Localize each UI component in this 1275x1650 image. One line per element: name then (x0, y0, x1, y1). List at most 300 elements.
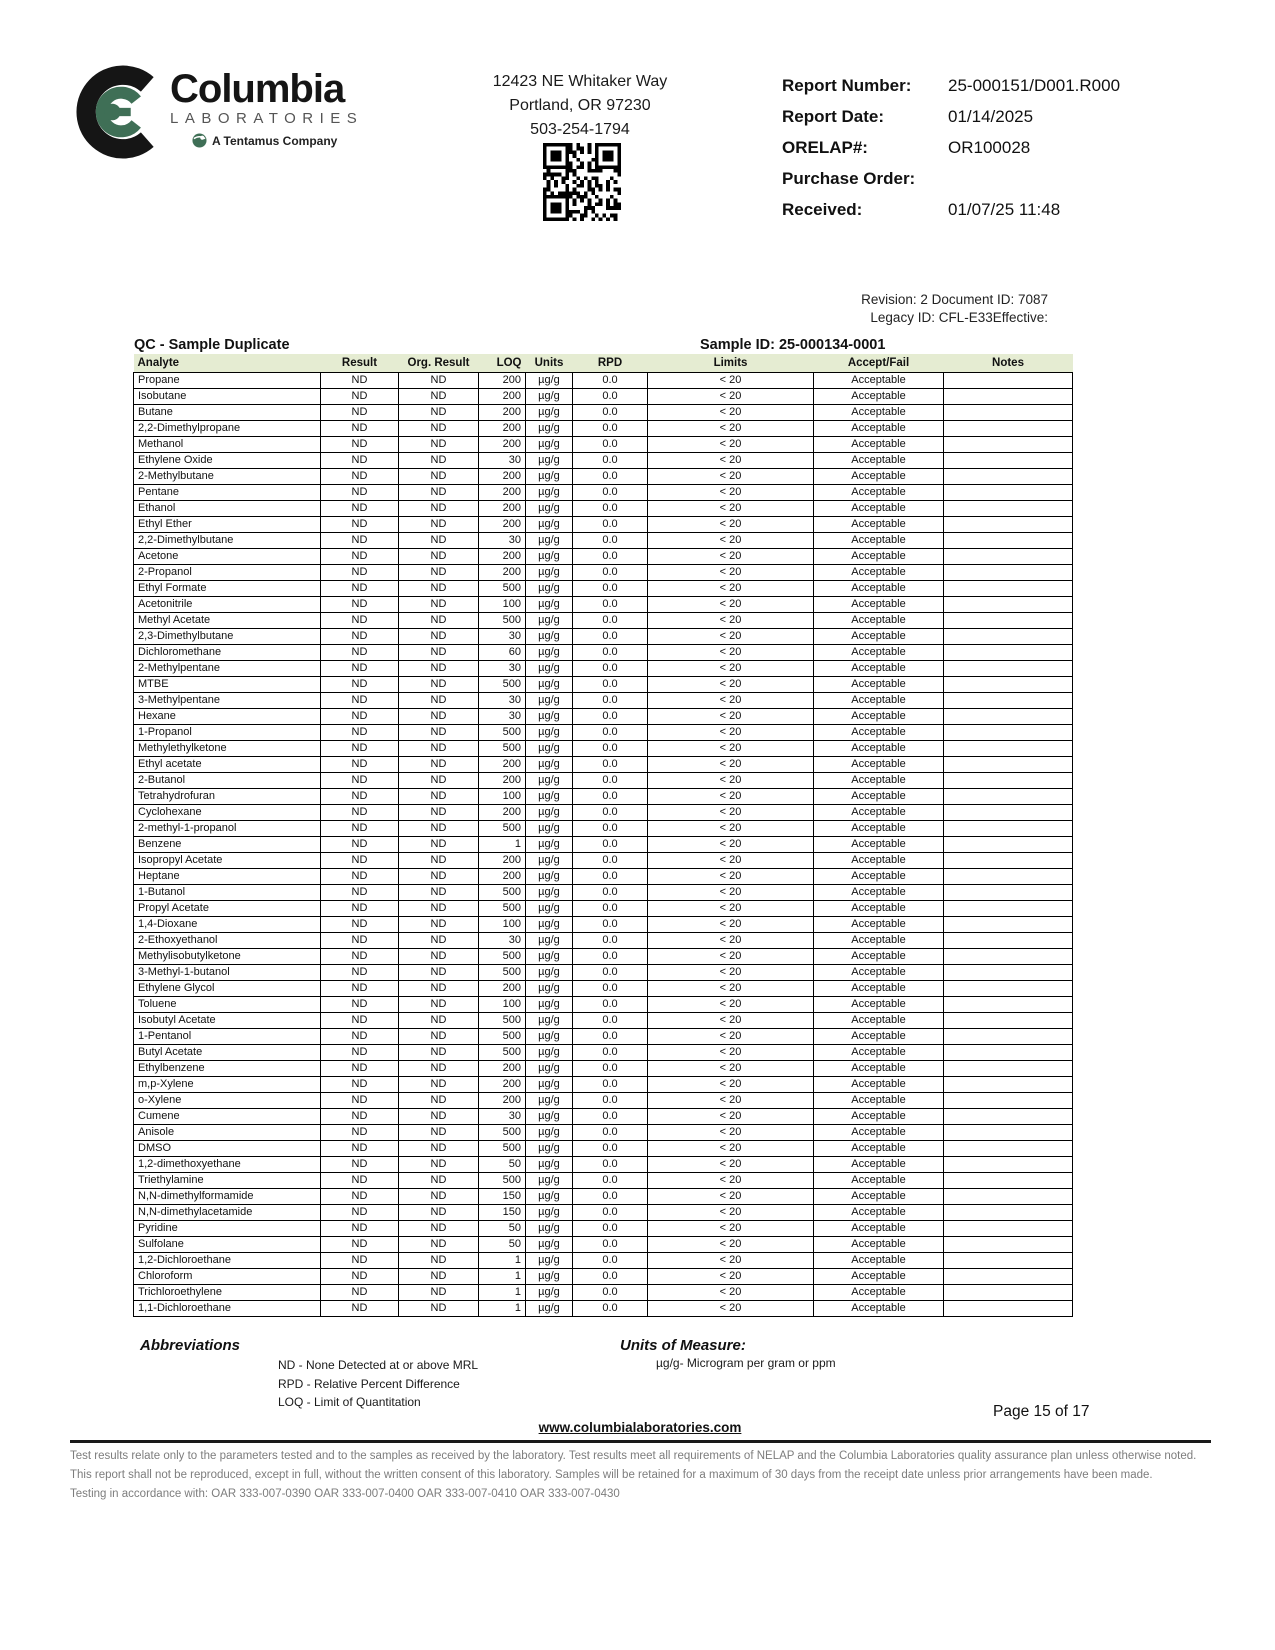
analyte-cell: 3-Methyl-1-butanol (134, 964, 321, 980)
accept-fail-cell: Acceptable (814, 804, 944, 820)
table-row (134, 932, 1073, 948)
loq-cell: 200 (479, 420, 526, 436)
org-result-cell: ND (399, 1028, 479, 1044)
units-cell: µg/g (526, 436, 573, 452)
rpd-cell: 0.0 (573, 1204, 648, 1220)
rpd-cell: 0.0 (573, 852, 648, 868)
org-result-cell: ND (399, 916, 479, 932)
orelap-label: ORELAP#: (782, 137, 868, 157)
accept-fail-cell: Acceptable (814, 628, 944, 644)
notes-cell (944, 500, 1073, 516)
abbr-nd: ND - None Detected at or above MRL (278, 1358, 479, 1372)
units-cell: µg/g (526, 884, 573, 900)
units-cell: µg/g (526, 676, 573, 692)
loq-cell: 200 (479, 372, 526, 388)
loq-cell: 200 (479, 468, 526, 484)
accept-fail-cell: Acceptable (814, 1220, 944, 1236)
address-phone: 503-254-1794 (530, 121, 630, 138)
notes-cell (944, 916, 1073, 932)
logo-sub-text: LABORATORIES (170, 110, 364, 127)
loq-cell: 30 (479, 708, 526, 724)
units-cell: µg/g (526, 964, 573, 980)
result-cell: ND (321, 516, 399, 532)
loq-cell: 200 (479, 516, 526, 532)
result-cell: ND (321, 692, 399, 708)
units-cell: µg/g (526, 1060, 573, 1076)
accept-fail-cell: Acceptable (814, 980, 944, 996)
rpd-cell: 0.0 (573, 372, 648, 388)
rpd-cell: 0.0 (573, 1220, 648, 1236)
org-result-cell: ND (399, 932, 479, 948)
accept-fail-cell: Acceptable (814, 1092, 944, 1108)
abbr-rpd: RPD - Relative Percent Difference (278, 1376, 460, 1391)
loq-cell: 500 (479, 1124, 526, 1140)
result-cell: ND (321, 1108, 399, 1124)
analyte-cell: Benzene (134, 836, 321, 852)
notes-cell (944, 884, 1073, 900)
analyte-cell: 1,1-Dichloroethane (134, 1300, 321, 1316)
accept-fail-cell: Acceptable (814, 724, 944, 740)
loq-cell: 500 (479, 612, 526, 628)
org-result-cell: ND (399, 612, 479, 628)
limits-cell: < 20 (648, 1220, 814, 1236)
address-line2: Portland, OR 97230 (509, 97, 651, 114)
rpd-cell: 0.0 (573, 644, 648, 660)
units-cell: µg/g (526, 1124, 573, 1140)
footer-divider (70, 1440, 1211, 1443)
limits-cell: < 20 (648, 900, 814, 916)
loq-cell: 500 (479, 676, 526, 692)
org-result-cell: ND (399, 1204, 479, 1220)
analyte-cell: 2-Methylpentane (134, 660, 321, 676)
org-result-cell: ND (399, 548, 479, 564)
notes-cell (944, 596, 1073, 612)
report-date-value: 01/14/2025 (948, 106, 1034, 126)
org-result-cell: ND (399, 1012, 479, 1028)
result-cell: ND (321, 1268, 399, 1284)
result-cell: ND (321, 1044, 399, 1060)
analyte-cell: DMSO (134, 1140, 321, 1156)
notes-cell (944, 628, 1073, 644)
analyte-cell: Butane (134, 404, 321, 420)
org-result-cell: ND (399, 692, 479, 708)
table-row (134, 628, 1073, 644)
rpd-cell: 0.0 (573, 1092, 648, 1108)
result-cell: ND (321, 500, 399, 516)
notes-cell (944, 660, 1073, 676)
org-result-cell: ND (399, 756, 479, 772)
table-row (134, 980, 1073, 996)
notes-cell (944, 1092, 1073, 1108)
notes-cell (944, 1252, 1073, 1268)
table-row (134, 452, 1073, 468)
rpd-cell: 0.0 (573, 564, 648, 580)
org-result-cell: ND (399, 516, 479, 532)
notes-cell (944, 1172, 1073, 1188)
table-row (134, 1092, 1073, 1108)
table-row (134, 1140, 1073, 1156)
accept-fail-cell: Acceptable (814, 1028, 944, 1044)
units-cell: µg/g (526, 820, 573, 836)
analyte-cell: 1,4-Dioxane (134, 916, 321, 932)
rpd-cell: 0.0 (573, 1236, 648, 1252)
notes-cell (944, 820, 1073, 836)
notes-cell (944, 1156, 1073, 1172)
notes-cell (944, 1204, 1073, 1220)
table-row (134, 1252, 1073, 1268)
analyte-cell: Ethyl Ether (134, 516, 321, 532)
limits-cell: < 20 (648, 804, 814, 820)
result-cell: ND (321, 452, 399, 468)
units-cell: µg/g (526, 468, 573, 484)
logo-tagline-text: A Tentamus Company (212, 133, 338, 148)
units-cell: µg/g (526, 1012, 573, 1028)
loq-cell: 30 (479, 532, 526, 548)
rpd-cell: 0.0 (573, 1124, 648, 1140)
table-row (134, 756, 1073, 772)
table-row (134, 708, 1073, 724)
result-cell: ND (321, 612, 399, 628)
accept-fail-cell: Acceptable (814, 372, 944, 388)
result-cell: ND (321, 868, 399, 884)
accept-fail-cell: Acceptable (814, 852, 944, 868)
accept-fail-cell: Acceptable (814, 484, 944, 500)
units-cell: µg/g (526, 1236, 573, 1252)
notes-cell (944, 676, 1073, 692)
analyte-cell: Pentane (134, 484, 321, 500)
loq-cell: 200 (479, 756, 526, 772)
notes-cell (944, 452, 1073, 468)
accept-fail-cell: Acceptable (814, 1268, 944, 1284)
limits-cell: < 20 (648, 868, 814, 884)
analyte-cell: Methylisobutylketone (134, 948, 321, 964)
result-cell: ND (321, 724, 399, 740)
analyte-cell: Acetone (134, 548, 321, 564)
units-cell: µg/g (526, 1140, 573, 1156)
org-result-cell: ND (399, 740, 479, 756)
limits-cell: < 20 (648, 516, 814, 532)
accept-fail-cell: Acceptable (814, 1076, 944, 1092)
sample-id: Sample ID: 25-000134-0001 (700, 337, 886, 353)
org-result-cell: ND (399, 996, 479, 1012)
rpd-cell: 0.0 (573, 836, 648, 852)
notes-cell (944, 1268, 1073, 1284)
result-cell: ND (321, 1252, 399, 1268)
table-row (134, 532, 1073, 548)
table-row (134, 516, 1073, 532)
analyte-cell: Butyl Acetate (134, 1044, 321, 1060)
limits-cell: < 20 (648, 1012, 814, 1028)
notes-cell (944, 1076, 1073, 1092)
received-label: Received: (782, 199, 863, 219)
rpd-cell: 0.0 (573, 948, 648, 964)
org-result-cell: ND (399, 1140, 479, 1156)
analyte-cell: o-Xylene (134, 1092, 321, 1108)
legacy-line: Legacy ID: CFL-E33Effective: (870, 310, 1048, 325)
loq-cell: 500 (479, 1172, 526, 1188)
notes-cell (944, 372, 1073, 388)
analyte-cell: Isopropyl Acetate (134, 852, 321, 868)
rpd-cell: 0.0 (573, 884, 648, 900)
rpd-cell: 0.0 (573, 1028, 648, 1044)
accept-fail-cell: Acceptable (814, 900, 944, 916)
org-result-cell: ND (399, 500, 479, 516)
analyte-cell: Sulfolane (134, 1236, 321, 1252)
result-cell: ND (321, 948, 399, 964)
accept-fail-cell: Acceptable (814, 436, 944, 452)
analyte-results-table (133, 354, 1073, 1317)
analyte-cell: Isobutyl Acetate (134, 1012, 321, 1028)
result-cell: ND (321, 1060, 399, 1076)
accept-fail-cell: Acceptable (814, 1060, 944, 1076)
accept-fail-cell: Acceptable (814, 1188, 944, 1204)
col-header-result: Result (321, 354, 399, 372)
rpd-cell: 0.0 (573, 1060, 648, 1076)
analyte-cell: Methanol (134, 436, 321, 452)
rpd-cell: 0.0 (573, 1108, 648, 1124)
analyte-cell: Methyl Acetate (134, 612, 321, 628)
units-cell: µg/g (526, 708, 573, 724)
units-cell: µg/g (526, 724, 573, 740)
analyte-cell: Acetonitrile (134, 596, 321, 612)
rpd-cell: 0.0 (573, 420, 648, 436)
notes-cell (944, 1284, 1073, 1300)
org-result-cell: ND (399, 532, 479, 548)
table-row (134, 676, 1073, 692)
analyte-cell: 1,2-Dichloroethane (134, 1252, 321, 1268)
analyte-cell: Propane (134, 372, 321, 388)
loq-cell: 100 (479, 596, 526, 612)
analyte-cell: Propyl Acetate (134, 900, 321, 916)
notes-cell (944, 1140, 1073, 1156)
limits-cell: < 20 (648, 1236, 814, 1252)
org-result-cell: ND (399, 1252, 479, 1268)
rpd-cell: 0.0 (573, 676, 648, 692)
rpd-cell: 0.0 (573, 1188, 648, 1204)
loq-cell: 200 (479, 772, 526, 788)
org-result-cell: ND (399, 388, 479, 404)
org-result-cell: ND (399, 1236, 479, 1252)
units-cell: µg/g (526, 692, 573, 708)
limits-cell: < 20 (648, 740, 814, 756)
units-cell: µg/g (526, 1028, 573, 1044)
accept-fail-cell: Acceptable (814, 916, 944, 932)
notes-cell (944, 436, 1073, 452)
rpd-cell: 0.0 (573, 596, 648, 612)
org-result-cell: ND (399, 724, 479, 740)
col-header-units: Units (526, 354, 573, 372)
columbia-c-logo-icon (70, 64, 162, 160)
rpd-cell: 0.0 (573, 756, 648, 772)
analyte-cell: Trichloroethylene (134, 1284, 321, 1300)
loq-cell: 500 (479, 724, 526, 740)
units-cell: µg/g (526, 1268, 573, 1284)
org-result-cell: ND (399, 868, 479, 884)
units-cell: µg/g (526, 1300, 573, 1316)
loq-cell: 200 (479, 980, 526, 996)
org-result-cell: ND (399, 1300, 479, 1316)
result-cell: ND (321, 996, 399, 1012)
limits-cell: < 20 (648, 1108, 814, 1124)
rpd-cell: 0.0 (573, 1012, 648, 1028)
units-cell: µg/g (526, 948, 573, 964)
table-row (134, 788, 1073, 804)
result-cell: ND (321, 388, 399, 404)
analyte-cell: Pyridine (134, 1220, 321, 1236)
units-cell: µg/g (526, 1156, 573, 1172)
org-result-cell: ND (399, 1172, 479, 1188)
rpd-cell: 0.0 (573, 788, 648, 804)
rpd-cell: 0.0 (573, 996, 648, 1012)
accept-fail-cell: Acceptable (814, 532, 944, 548)
rpd-cell: 0.0 (573, 452, 648, 468)
accept-fail-cell: Acceptable (814, 676, 944, 692)
org-result-cell: ND (399, 1156, 479, 1172)
accept-fail-cell: Acceptable (814, 660, 944, 676)
result-cell: ND (321, 884, 399, 900)
table-row (134, 1076, 1073, 1092)
limits-cell: < 20 (648, 532, 814, 548)
loq-cell: 60 (479, 644, 526, 660)
result-cell: ND (321, 1188, 399, 1204)
units-cell: µg/g (526, 900, 573, 916)
notes-cell (944, 740, 1073, 756)
org-result-cell: ND (399, 564, 479, 580)
limits-cell: < 20 (648, 724, 814, 740)
rpd-cell: 0.0 (573, 740, 648, 756)
rpd-cell: 0.0 (573, 900, 648, 916)
loq-cell: 500 (479, 740, 526, 756)
units-cell: µg/g (526, 1092, 573, 1108)
rpd-cell: 0.0 (573, 1172, 648, 1188)
result-cell: ND (321, 1012, 399, 1028)
limits-cell: < 20 (648, 836, 814, 852)
rpd-cell: 0.0 (573, 628, 648, 644)
limits-cell: < 20 (648, 372, 814, 388)
limits-cell: < 20 (648, 644, 814, 660)
table-row (134, 1204, 1073, 1220)
table-row (134, 1188, 1073, 1204)
disclaimer-text: Test results relate only to the parameters tested and to the samples as received by the laboratory. Test results meet all requirements of NELAP and the Columbia Laboratories quality assurance plan unless otherwise noted. This report shall not be reproduced, except in full, without the written consent of this laboratory. Samples will be retained for a maximum of 30 days from the receipt date unless prior arrangements have been made. (70, 1450, 1197, 1481)
org-result-cell: ND (399, 580, 479, 596)
result-cell: ND (321, 644, 399, 660)
limits-cell: < 20 (648, 468, 814, 484)
org-result-cell: ND (399, 948, 479, 964)
accept-fail-cell: Acceptable (814, 1124, 944, 1140)
table-row (134, 964, 1073, 980)
notes-cell (944, 548, 1073, 564)
result-cell: ND (321, 964, 399, 980)
result-cell: ND (321, 436, 399, 452)
analyte-cell: 2,2-Dimethylpropane (134, 420, 321, 436)
loq-cell: 30 (479, 628, 526, 644)
accept-fail-cell: Acceptable (814, 756, 944, 772)
org-result-cell: ND (399, 596, 479, 612)
limits-cell: < 20 (648, 948, 814, 964)
units-cell: µg/g (526, 916, 573, 932)
loq-cell: 30 (479, 660, 526, 676)
accept-fail-cell: Acceptable (814, 516, 944, 532)
rpd-cell: 0.0 (573, 932, 648, 948)
table-row (134, 1012, 1073, 1028)
notes-cell (944, 420, 1073, 436)
limits-cell: < 20 (648, 932, 814, 948)
loq-cell: 50 (479, 1156, 526, 1172)
result-cell: ND (321, 1284, 399, 1300)
table-row (134, 1108, 1073, 1124)
accept-fail-cell: Acceptable (814, 596, 944, 612)
qr-code (543, 143, 621, 221)
col-header-org-result: Org. Result (399, 354, 479, 372)
org-result-cell: ND (399, 1188, 479, 1204)
testing-accordance-text: Testing in accordance with: OAR 333-007-0390 OAR 333-007-0400 OAR 333-007-0410 OAR 333-007-0430 (70, 1488, 620, 1500)
analyte-cell: Ethyl Formate (134, 580, 321, 596)
result-cell: ND (321, 804, 399, 820)
rpd-cell: 0.0 (573, 916, 648, 932)
rpd-cell: 0.0 (573, 1076, 648, 1092)
accept-fail-cell: Acceptable (814, 788, 944, 804)
analyte-cell: Heptane (134, 868, 321, 884)
accept-fail-cell: Acceptable (814, 420, 944, 436)
limits-cell: < 20 (648, 404, 814, 420)
notes-cell (944, 996, 1073, 1012)
limits-cell: < 20 (648, 1188, 814, 1204)
loq-cell: 30 (479, 932, 526, 948)
units-cell: µg/g (526, 1076, 573, 1092)
accept-fail-cell: Acceptable (814, 1012, 944, 1028)
analyte-cell: Anisole (134, 1124, 321, 1140)
org-result-cell: ND (399, 1060, 479, 1076)
rpd-cell: 0.0 (573, 964, 648, 980)
result-cell: ND (321, 564, 399, 580)
result-cell: ND (321, 1204, 399, 1220)
rpd-cell: 0.0 (573, 388, 648, 404)
limits-cell: < 20 (648, 1044, 814, 1060)
result-cell: ND (321, 980, 399, 996)
org-result-cell: ND (399, 964, 479, 980)
loq-cell: 100 (479, 788, 526, 804)
org-result-cell: ND (399, 900, 479, 916)
analyte-cell: Triethylamine (134, 1172, 321, 1188)
result-cell: ND (321, 772, 399, 788)
col-header-accept-fail: Accept/Fail (814, 354, 944, 372)
result-cell: ND (321, 1236, 399, 1252)
limits-cell: < 20 (648, 484, 814, 500)
notes-cell (944, 1236, 1073, 1252)
notes-cell (944, 692, 1073, 708)
loq-cell: 500 (479, 1044, 526, 1060)
org-result-cell: ND (399, 436, 479, 452)
limits-cell: < 20 (648, 1156, 814, 1172)
notes-cell (944, 580, 1073, 596)
result-cell: ND (321, 1140, 399, 1156)
analyte-cell: N,N-dimethylacetamide (134, 1204, 321, 1220)
notes-cell (944, 532, 1073, 548)
analyte-cell: 2-Ethoxyethanol (134, 932, 321, 948)
org-result-cell: ND (399, 1076, 479, 1092)
analyte-cell: Dichloromethane (134, 644, 321, 660)
report-number-value: 25-000151/D001.R000 (948, 75, 1121, 95)
table-row (134, 868, 1073, 884)
limits-cell: < 20 (648, 788, 814, 804)
units-cell: µg/g (526, 1284, 573, 1300)
address-line1: 12423 NE Whitaker Way (492, 73, 668, 90)
loq-cell: 200 (479, 564, 526, 580)
org-result-cell: ND (399, 644, 479, 660)
rpd-cell: 0.0 (573, 468, 648, 484)
rpd-cell: 0.0 (573, 516, 648, 532)
result-cell: ND (321, 852, 399, 868)
